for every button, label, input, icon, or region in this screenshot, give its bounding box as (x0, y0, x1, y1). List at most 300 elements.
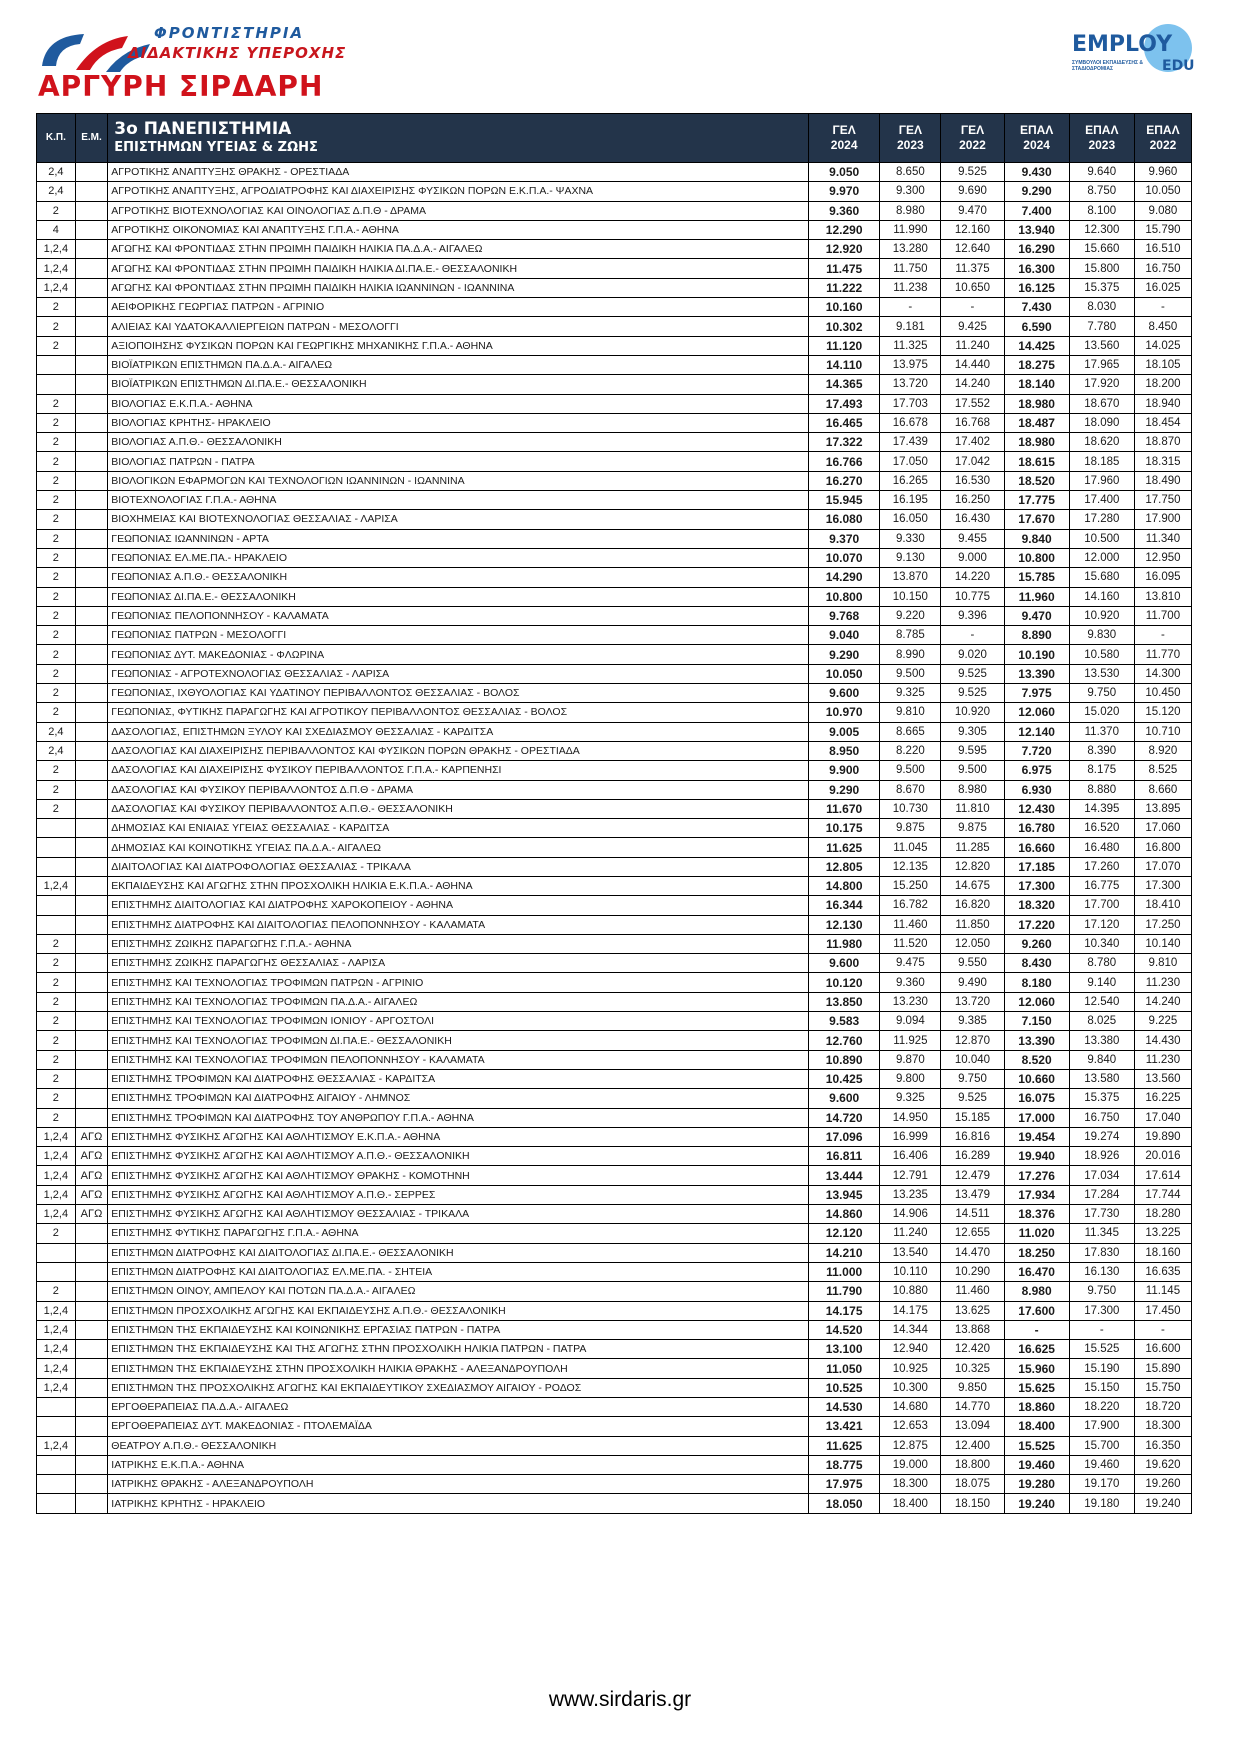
table-row (37, 336, 1192, 355)
gel-2023-cell: 13.870 (880, 568, 941, 587)
gel-2023-cell: 11.240 (880, 1224, 941, 1243)
epal-2022-cell: 17.900 (1134, 510, 1191, 529)
table-row (37, 1417, 1192, 1436)
em-cell: ΑΓΩ (75, 1147, 108, 1166)
epal-2024-cell: 18.860 (1004, 1398, 1069, 1417)
gel-2023-cell: 9.220 (880, 606, 941, 625)
table-row (37, 1243, 1192, 1262)
epal-2023-cell: 15.375 (1069, 278, 1134, 297)
em-cell (75, 896, 108, 915)
kp-cell (37, 1417, 76, 1436)
em-cell (75, 1340, 108, 1359)
epal-2024-cell: 12.140 (1004, 722, 1069, 741)
epal-2023-cell: 11.370 (1069, 722, 1134, 741)
gel-2022-cell: 9.750 (941, 1069, 1004, 1088)
em-cell (75, 934, 108, 953)
epal-2024-cell: 8.180 (1004, 973, 1069, 992)
gel-2022-cell: 12.655 (941, 1224, 1004, 1243)
gel-2024-cell: 14.110 (809, 355, 880, 374)
admission-scores-table (36, 113, 1192, 1514)
gel-2023-cell: 17.703 (880, 394, 941, 413)
table-row (37, 838, 1192, 857)
epal-2022-cell: 17.040 (1134, 1108, 1191, 1127)
footer-url: www.sirdaris.gr (548, 1688, 692, 1711)
gel-2023-cell: 9.500 (880, 664, 941, 683)
epal-2022-cell: 15.790 (1134, 220, 1191, 239)
em-cell (75, 1301, 108, 1320)
epal-2023-cell: 10.340 (1069, 934, 1134, 953)
table-row (37, 973, 1192, 992)
department-cell: ΕΠΙΣΤΗΜΗΣ ΦΥΣΙΚΗΣ ΑΓΩΓΗΣ ΚΑΙ ΑΘΛΗΤΙΣΜΟΥ Α.Π.Θ.- ΘΕΣΣΑΛΟΝΙΚΗ (108, 1147, 809, 1166)
gel-2024-cell: 14.800 (809, 876, 880, 895)
gel-2023-cell: 9.800 (880, 1069, 941, 1088)
gel-2024-cell: 11.625 (809, 838, 880, 857)
kp-cell: 2 (37, 973, 76, 992)
gel-2023-cell: 9.875 (880, 819, 941, 838)
table-row (37, 201, 1192, 220)
kp-cell: 2 (37, 413, 76, 432)
gel-2022-cell: 9.305 (941, 722, 1004, 741)
gel-2023-cell: 13.235 (880, 1185, 941, 1204)
table-row (37, 1494, 1192, 1513)
epal-2024-cell: 7.720 (1004, 741, 1069, 760)
kp-cell: 2 (37, 1069, 76, 1088)
gel-2022-cell: 12.160 (941, 220, 1004, 239)
epal-2022-cell: 18.720 (1134, 1398, 1191, 1417)
epal-2023-cell: 18.670 (1069, 394, 1134, 413)
logo-line-2: ΔΙΔΑΚΤΙΚΗΣ ΥΠΕΡΟΧΗΣ (128, 44, 347, 62)
gel-2022-cell: 12.479 (941, 1166, 1004, 1185)
em-cell (75, 1243, 108, 1262)
kp-cell: 2 (37, 1282, 76, 1301)
kp-cell: 1,2,4 (37, 1127, 76, 1146)
gel-2023-cell: 14.906 (880, 1205, 941, 1224)
epal-2024-cell: 16.625 (1004, 1340, 1069, 1359)
epal-2023-cell: 10.500 (1069, 529, 1134, 548)
kp-cell: 2 (37, 298, 76, 317)
epal-2023-cell: 15.150 (1069, 1378, 1134, 1397)
epal-2022-cell: 14.025 (1134, 336, 1191, 355)
epal-2024-cell: 19.280 (1004, 1475, 1069, 1494)
epal-2023-cell: 14.395 (1069, 799, 1134, 818)
department-cell: ΒΙΟΛΟΓΙΑΣ ΚΡΗΤΗΣ- ΗΡΑΚΛΕΙΟ (108, 413, 809, 432)
gel-2022-cell: 14.220 (941, 568, 1004, 587)
gel-2022-cell: 18.075 (941, 1475, 1004, 1494)
epal-2024-cell: 18.487 (1004, 413, 1069, 432)
epal-2022-cell: 9.960 (1134, 163, 1191, 182)
department-cell: ΓΕΩΠΟΝΙΑΣ ΕΛ.ΜΕ.ΠΑ.- ΗΡΑΚΛΕΙΟ (108, 548, 809, 567)
gel-2022-cell: 12.400 (941, 1436, 1004, 1455)
gel-2023-cell: 18.400 (880, 1494, 941, 1513)
epal-2024-cell: 17.600 (1004, 1301, 1069, 1320)
epal-2022-cell: 19.890 (1134, 1127, 1191, 1146)
kp-cell: 2 (37, 452, 76, 471)
epal-2024-cell: 6.930 (1004, 780, 1069, 799)
epal-2022-cell: 18.315 (1134, 452, 1191, 471)
table-row (37, 1031, 1192, 1050)
em-cell (75, 857, 108, 876)
department-cell: ΓΕΩΠΟΝΙΑΣ ΔΙ.ΠΑ.Ε.- ΘΕΣΣΑΛΟΝΙΚΗ (108, 587, 809, 606)
gel-2022-cell: - (941, 298, 1004, 317)
gel-2022-cell: 14.440 (941, 355, 1004, 374)
em-cell (75, 606, 108, 625)
epal-2024-cell: 13.940 (1004, 220, 1069, 239)
epal-2022-cell: 18.410 (1134, 896, 1191, 915)
gel-2023-cell: 9.181 (880, 317, 941, 336)
epal-2023-cell: 9.140 (1069, 973, 1134, 992)
gel-2024-cell: 9.970 (809, 182, 880, 201)
kp-cell: 2,4 (37, 163, 76, 182)
gel-2022-cell: 10.775 (941, 587, 1004, 606)
epal-2024-cell: 15.960 (1004, 1359, 1069, 1378)
epal-2022-cell: - (1134, 298, 1191, 317)
gel-2022-cell: 11.375 (941, 259, 1004, 278)
em-cell: ΑΓΩ (75, 1205, 108, 1224)
table-row (37, 799, 1192, 818)
em-cell (75, 780, 108, 799)
kp-cell: 2 (37, 1050, 76, 1069)
gel-2023-cell: 9.094 (880, 1012, 941, 1031)
epal-2022-cell: 17.744 (1134, 1185, 1191, 1204)
epal-2024-cell: 18.140 (1004, 375, 1069, 394)
epal-2023-cell: 18.090 (1069, 413, 1134, 432)
em-cell (75, 1398, 108, 1417)
epal-2023-cell: 18.926 (1069, 1147, 1134, 1166)
gel-2022-cell: 12.820 (941, 857, 1004, 876)
table-row (37, 1185, 1192, 1204)
epal-2024-cell: 12.060 (1004, 992, 1069, 1011)
epal-2024-cell: 6.975 (1004, 761, 1069, 780)
gel-2024-cell: 11.222 (809, 278, 880, 297)
gel-2022-cell: 16.820 (941, 896, 1004, 915)
department-cell: ΑΓΡΟΤΙΚΗΣ ΑΝΑΠΤΥΞΗΣ ΘΡΑΚΗΣ - ΟΡΕΣΤΙΑΔΑ (108, 163, 809, 182)
gel-2023-cell: 9.300 (880, 182, 941, 201)
epal-2022-cell: 18.454 (1134, 413, 1191, 432)
department-cell: ΕΠΙΣΤΗΜΗΣ ΖΩΙΚΗΣ ΠΑΡΑΓΩΓΗΣ Γ.Π.Α.- ΑΘΗΝΑ (108, 934, 809, 953)
table-row (37, 954, 1192, 973)
em-cell (75, 626, 108, 645)
gel-2023-cell: 11.750 (880, 259, 941, 278)
department-cell: ΕΠΙΣΤΗΜΗΣ ΤΡΟΦΙΜΩΝ ΚΑΙ ΔΙΑΤΡΟΦΗΣ ΤΟΥ ΑΝΘΡΩΠΟΥ Γ.Π.Α.- ΑΘΗΝΑ (108, 1108, 809, 1127)
gel-2023-cell: 8.220 (880, 741, 941, 760)
epal-2022-cell: 17.450 (1134, 1301, 1191, 1320)
department-cell: ΒΙΟΛΟΓΙΑΣ Α.Π.Θ.- ΘΕΣΣΑΛΟΝΙΚΗ (108, 433, 809, 452)
epal-2023-cell: 11.345 (1069, 1224, 1134, 1243)
epal-2022-cell: 17.060 (1134, 819, 1191, 838)
epal-2023-cell: 13.380 (1069, 1031, 1134, 1050)
epal-2022-cell: 9.080 (1134, 201, 1191, 220)
gel-2023-cell: 12.791 (880, 1166, 941, 1185)
epal-2022-cell: 13.225 (1134, 1224, 1191, 1243)
department-cell: ΕΠΙΣΤΗΜΩΝ ΔΙΑΤΡΟΦΗΣ ΚΑΙ ΔΙΑΙΤΟΛΟΓΙΑΣ ΕΛ.ΜΕ.ΠΑ. - ΣΗΤΕΙΑ (108, 1262, 809, 1281)
table-row (37, 1224, 1192, 1243)
kp-cell: 2 (37, 548, 76, 567)
table-row (37, 1436, 1192, 1455)
gel-2022-cell: 10.325 (941, 1359, 1004, 1378)
gel-2022-cell: 14.511 (941, 1205, 1004, 1224)
gel-2023-cell: 12.653 (880, 1417, 941, 1436)
gel-2022-cell: 9.385 (941, 1012, 1004, 1031)
gel-2023-cell: 16.406 (880, 1147, 941, 1166)
kp-cell: 2 (37, 568, 76, 587)
epal-2022-cell: 18.300 (1134, 1417, 1191, 1436)
department-cell: ΕΚΠΑΙΔΕΥΣΗΣ ΚΑΙ ΑΓΩΓΗΣ ΣΤΗΝ ΠΡΟΣΧΟΛΙΚΗ ΗΛΙΚΙΑ Ε.Κ.Π.Α.- ΑΘΗΝΑ (108, 876, 809, 895)
epal-2023-cell: 8.175 (1069, 761, 1134, 780)
epal-2023-cell: 17.700 (1069, 896, 1134, 915)
table-row (37, 1378, 1192, 1397)
department-cell: ΑΓΡΟΤΙΚΗΣ ΑΝΑΠΤΥΞΗΣ, ΑΓΡΟΔΙΑΤΡΟΦΗΣ ΚΑΙ ΔΙΑΧΕΙΡΙΣΗΣ ΦΥΣΙΚΩΝ ΠΟΡΩΝ Ε.Κ.Π.Α.- ΨΑΧΝΑ (108, 182, 809, 201)
gel-2023-cell: 16.265 (880, 471, 941, 490)
epal-2023-cell: 17.960 (1069, 471, 1134, 490)
em-cell (75, 510, 108, 529)
department-cell: ΕΠΙΣΤΗΜΗΣ ΔΙΑΤΡΟΦΗΣ ΚΑΙ ΔΙΑΙΤΟΛΟΓΙΑΣ ΠΕΛΟΠΟΝΝΗΣΟΥ - ΚΑΛΑΜΑΤΑ (108, 915, 809, 934)
gel-2023-cell: 11.238 (880, 278, 941, 297)
gel-2023-cell: 12.135 (880, 857, 941, 876)
kp-cell: 1,2,4 (37, 259, 76, 278)
kp-cell (37, 915, 76, 934)
department-cell: ΕΠΙΣΤΗΜΗΣ ΚΑΙ ΤΕΧΝΟΛΟΓΙΑΣ ΤΡΟΦΙΜΩΝ ΠΑ.Δ.Α.- ΑΙΓΑΛΕΩ (108, 992, 809, 1011)
epal-2023-cell: 8.100 (1069, 201, 1134, 220)
gel-2022-cell: 15.185 (941, 1108, 1004, 1127)
epal-2022-cell: 13.560 (1134, 1069, 1191, 1088)
gel-2022-cell: 11.810 (941, 799, 1004, 818)
gel-2024-cell: 9.600 (809, 1089, 880, 1108)
em-cell (75, 587, 108, 606)
epal-2023-cell: 17.830 (1069, 1243, 1134, 1262)
em-cell (75, 645, 108, 664)
epal-2024-cell: 9.430 (1004, 163, 1069, 182)
epal-2024-cell: 7.975 (1004, 684, 1069, 703)
gel-2022-cell: 16.816 (941, 1127, 1004, 1146)
epal-2022-cell: 18.280 (1134, 1205, 1191, 1224)
epal-2023-cell: 18.620 (1069, 433, 1134, 452)
gel-2023-cell: 11.925 (880, 1031, 941, 1050)
gel-2024-cell: 12.760 (809, 1031, 880, 1050)
gel-2024-cell: 13.421 (809, 1417, 880, 1436)
gel-2023-cell: 11.520 (880, 934, 941, 953)
gel-2023-cell: 16.678 (880, 413, 941, 432)
epal-2024-cell: 18.520 (1004, 471, 1069, 490)
em-cell: ΑΓΩ (75, 1127, 108, 1146)
epal-2022-cell: 9.225 (1134, 1012, 1191, 1031)
em-cell (75, 799, 108, 818)
epal-2023-cell: 17.965 (1069, 355, 1134, 374)
department-cell: ΔΑΣΟΛΟΓΙΑΣ, ΕΠΙΣΤΗΜΩΝ ΞΥΛΟΥ ΚΑΙ ΣΧΕΔΙΑΣΜΟΥ ΘΕΣΣΑΛΙΑΣ - ΚΑΡΔΙΤΣΑ (108, 722, 809, 741)
epal-2023-cell: 7.780 (1069, 317, 1134, 336)
epal-2023-cell: 15.700 (1069, 1436, 1134, 1455)
gel-2022-cell: 9.550 (941, 954, 1004, 973)
table-row (37, 355, 1192, 374)
gel-2024-cell: 18.775 (809, 1455, 880, 1474)
gel-2022-cell: 9.500 (941, 761, 1004, 780)
kp-cell: 2 (37, 491, 76, 510)
epal-2023-cell: 15.680 (1069, 568, 1134, 587)
gel-2023-cell: 16.050 (880, 510, 941, 529)
epal-2023-cell: 17.280 (1069, 510, 1134, 529)
table-row (37, 1166, 1192, 1185)
table-row (37, 896, 1192, 915)
gel-2024-cell: 14.365 (809, 375, 880, 394)
epal-2024-cell: 16.300 (1004, 259, 1069, 278)
kp-cell: 1,2,4 (37, 1320, 76, 1339)
gel-2024-cell: 10.970 (809, 703, 880, 722)
kp-cell: 2 (37, 606, 76, 625)
em-cell (75, 548, 108, 567)
kp-cell: 2 (37, 780, 76, 799)
epal-2022-cell: 18.870 (1134, 433, 1191, 452)
table-row (37, 664, 1192, 683)
kp-cell: 2 (37, 201, 76, 220)
epal-2022-cell: 11.230 (1134, 973, 1191, 992)
epal-2022-cell: 14.300 (1134, 664, 1191, 683)
table-row (37, 548, 1192, 567)
epal-2024-cell: 10.800 (1004, 548, 1069, 567)
gel-2024-cell: 16.080 (809, 510, 880, 529)
epal-2023-cell: 17.284 (1069, 1185, 1134, 1204)
kp-cell: 2 (37, 317, 76, 336)
table-row (37, 433, 1192, 452)
department-cell: ΕΠΙΣΤΗΜΗΣ ΦΥΣΙΚΗΣ ΑΓΩΓΗΣ ΚΑΙ ΑΘΛΗΤΙΣΜΟΥ Α.Π.Θ.- ΣΕΡΡΕΣ (108, 1185, 809, 1204)
em-cell (75, 703, 108, 722)
epal-2024-cell: 18.376 (1004, 1205, 1069, 1224)
epal-2022-cell: 17.614 (1134, 1166, 1191, 1185)
epal-2024-cell: 13.390 (1004, 664, 1069, 683)
gel-2024-cell: 10.425 (809, 1069, 880, 1088)
epal-2023-cell: 18.220 (1069, 1398, 1134, 1417)
gel-2024-cell: 14.720 (809, 1108, 880, 1127)
header-kp: Κ.Π. (37, 114, 76, 163)
department-cell: ΕΠΙΣΤΗΜΗΣ ΚΑΙ ΤΕΧΝΟΛΟΓΙΑΣ ΤΡΟΦΙΜΩΝ ΙΟΝΙΟΥ - ΑΡΓΟΣΤΟΛΙ (108, 1012, 809, 1031)
gel-2024-cell: 9.290 (809, 780, 880, 799)
department-cell: ΔΗΜΟΣΙΑΣ ΚΑΙ ΕΝΙΑΙΑΣ ΥΓΕΙΑΣ ΘΕΣΣΑΛΙΑΣ - ΚΑΡΔΙΤΣΑ (108, 819, 809, 838)
em-cell (75, 240, 108, 259)
epal-2024-cell: 9.470 (1004, 606, 1069, 625)
gel-2024-cell: 13.850 (809, 992, 880, 1011)
epal-2022-cell: 15.890 (1134, 1359, 1191, 1378)
kp-cell: 2 (37, 664, 76, 683)
gel-2024-cell: 9.370 (809, 529, 880, 548)
em-cell (75, 1108, 108, 1127)
table-row (37, 780, 1192, 799)
epal-2024-cell: 17.300 (1004, 876, 1069, 895)
gel-2024-cell: 11.625 (809, 1436, 880, 1455)
department-cell: ΕΠΙΣΤΗΜΩΝ ΟΙΝΟΥ, ΑΜΠΕΛΟΥ ΚΑΙ ΠΟΤΩΝ ΠΑ.Δ.Α.- ΑΙΓΑΛΕΩ (108, 1282, 809, 1301)
table-row (37, 626, 1192, 645)
epal-2024-cell: 16.075 (1004, 1089, 1069, 1108)
epal-2024-cell: 12.430 (1004, 799, 1069, 818)
kp-cell: 1,2,4 (37, 1166, 76, 1185)
epal-2022-cell: 8.920 (1134, 741, 1191, 760)
epal-2024-cell: 13.390 (1004, 1031, 1069, 1050)
epal-2023-cell: 19.170 (1069, 1475, 1134, 1494)
department-cell: ΓΕΩΠΟΝΙΑΣ ΠΕΛΟΠΟΝΝΗΣΟΥ - ΚΑΛΑΜΑΤΑ (108, 606, 809, 625)
department-cell: ΕΠΙΣΤΗΜΗΣ ΦΥΣΙΚΗΣ ΑΓΩΓΗΣ ΚΑΙ ΑΘΛΗΤΙΣΜΟΥ ΘΕΣΣΑΛΙΑΣ - ΤΡΙΚΑΛΑ (108, 1205, 809, 1224)
gel-2024-cell: 16.766 (809, 452, 880, 471)
table-row (37, 163, 1192, 182)
epal-2023-cell: 8.780 (1069, 954, 1134, 973)
em-cell (75, 413, 108, 432)
table-row (37, 876, 1192, 895)
epal-2023-cell: 17.900 (1069, 1417, 1134, 1436)
epal-2022-cell: 16.350 (1134, 1436, 1191, 1455)
epal-2023-cell: 8.025 (1069, 1012, 1134, 1031)
epal-2022-cell: 8.450 (1134, 317, 1191, 336)
table-row (37, 1205, 1192, 1224)
department-cell: ΒΙΟΛΟΓΙΑΣ ΠΑΤΡΩΝ - ΠΑΤΡΑ (108, 452, 809, 471)
table-row (37, 413, 1192, 432)
table-row (37, 915, 1192, 934)
table-row (37, 220, 1192, 239)
gel-2023-cell: 10.925 (880, 1359, 941, 1378)
epal-2023-cell: 14.160 (1069, 587, 1134, 606)
em-cell (75, 722, 108, 741)
kp-cell (37, 1262, 76, 1281)
em-cell (75, 1417, 108, 1436)
epal-2023-cell: 15.020 (1069, 703, 1134, 722)
table-row (37, 1455, 1192, 1474)
gel-2023-cell: 8.980 (880, 201, 941, 220)
em-cell (75, 992, 108, 1011)
table-row (37, 1050, 1192, 1069)
epal-2023-cell: 17.260 (1069, 857, 1134, 876)
epal-2024-cell: 16.290 (1004, 240, 1069, 259)
kp-cell: 2 (37, 1012, 76, 1031)
epal-2022-cell: 17.750 (1134, 491, 1191, 510)
gel-2023-cell: 16.999 (880, 1127, 941, 1146)
epal-2022-cell: 16.750 (1134, 259, 1191, 278)
em-cell (75, 317, 108, 336)
gel-2023-cell: 12.940 (880, 1340, 941, 1359)
gel-2022-cell: 9.425 (941, 317, 1004, 336)
epal-2022-cell: 10.050 (1134, 182, 1191, 201)
gel-2024-cell: 11.120 (809, 336, 880, 355)
epal-2022-cell: 8.660 (1134, 780, 1191, 799)
gel-2022-cell: 12.640 (941, 240, 1004, 259)
department-cell: ΕΠΙΣΤΗΜΗΣ ΚΑΙ ΤΕΧΝΟΛΟΓΙΑΣ ΤΡΟΦΙΜΩΝ ΔΙ.ΠΑ.Ε.- ΘΕΣΣΑΛΟΝΙΚΗ (108, 1031, 809, 1050)
epal-2023-cell: 8.030 (1069, 298, 1134, 317)
header-epal-2024: ΕΠΑΛ 2024 (1004, 114, 1069, 163)
kp-cell: 2 (37, 799, 76, 818)
epal-2024-cell: 8.890 (1004, 626, 1069, 645)
gel-2022-cell: 9.455 (941, 529, 1004, 548)
department-cell: ΒΙΟΧΗΜΕΙΑΣ ΚΑΙ ΒΙΟΤΕΧΝΟΛΟΓΙΑΣ ΘΕΣΣΑΛΙΑΣ - ΛΑΡΙΣΑ (108, 510, 809, 529)
epal-2022-cell: 18.490 (1134, 471, 1191, 490)
gel-2023-cell: 8.785 (880, 626, 941, 645)
kp-cell: 2 (37, 1224, 76, 1243)
kp-cell: 2 (37, 761, 76, 780)
em-cell (75, 1050, 108, 1069)
gel-2023-cell: 11.325 (880, 336, 941, 355)
department-cell: ΔΗΜΟΣΙΑΣ ΚΑΙ ΚΟΙΝΟΤΙΚΗΣ ΥΓΕΙΑΣ ΠΑ.Δ.Α.- ΑΙΓΑΛΕΩ (108, 838, 809, 857)
department-cell: ΒΙΟΛΟΓΙΚΩΝ ΕΦΑΡΜΟΓΩΝ ΚΑΙ ΤΕΧΝΟΛΟΓΙΩΝ ΙΩΑΝΝΙΝΩΝ - ΙΩΑΝΝΙΝΑ (108, 471, 809, 490)
header-title-cell (108, 114, 809, 163)
epal-2022-cell: 12.950 (1134, 548, 1191, 567)
department-cell: ΑΓΡΟΤΙΚΗΣ ΒΙΟΤΕΧΝΟΛΟΓΙΑΣ ΚΑΙ ΟΙΝΟΛΟΓΙΑΣ Δ.Π.Θ - ΔΡΑΜΑ (108, 201, 809, 220)
gel-2023-cell: 9.360 (880, 973, 941, 992)
epal-2022-cell: 9.810 (1134, 954, 1191, 973)
em-cell (75, 915, 108, 934)
kp-cell (37, 1494, 76, 1513)
table-row (37, 452, 1192, 471)
em-cell (75, 336, 108, 355)
kp-cell: 2 (37, 471, 76, 490)
gel-2022-cell: 17.402 (941, 433, 1004, 452)
kp-cell: 1,2,4 (37, 1301, 76, 1320)
epal-2024-cell: 15.525 (1004, 1436, 1069, 1455)
kp-cell (37, 355, 76, 374)
em-cell (75, 375, 108, 394)
gel-2024-cell: 16.270 (809, 471, 880, 490)
